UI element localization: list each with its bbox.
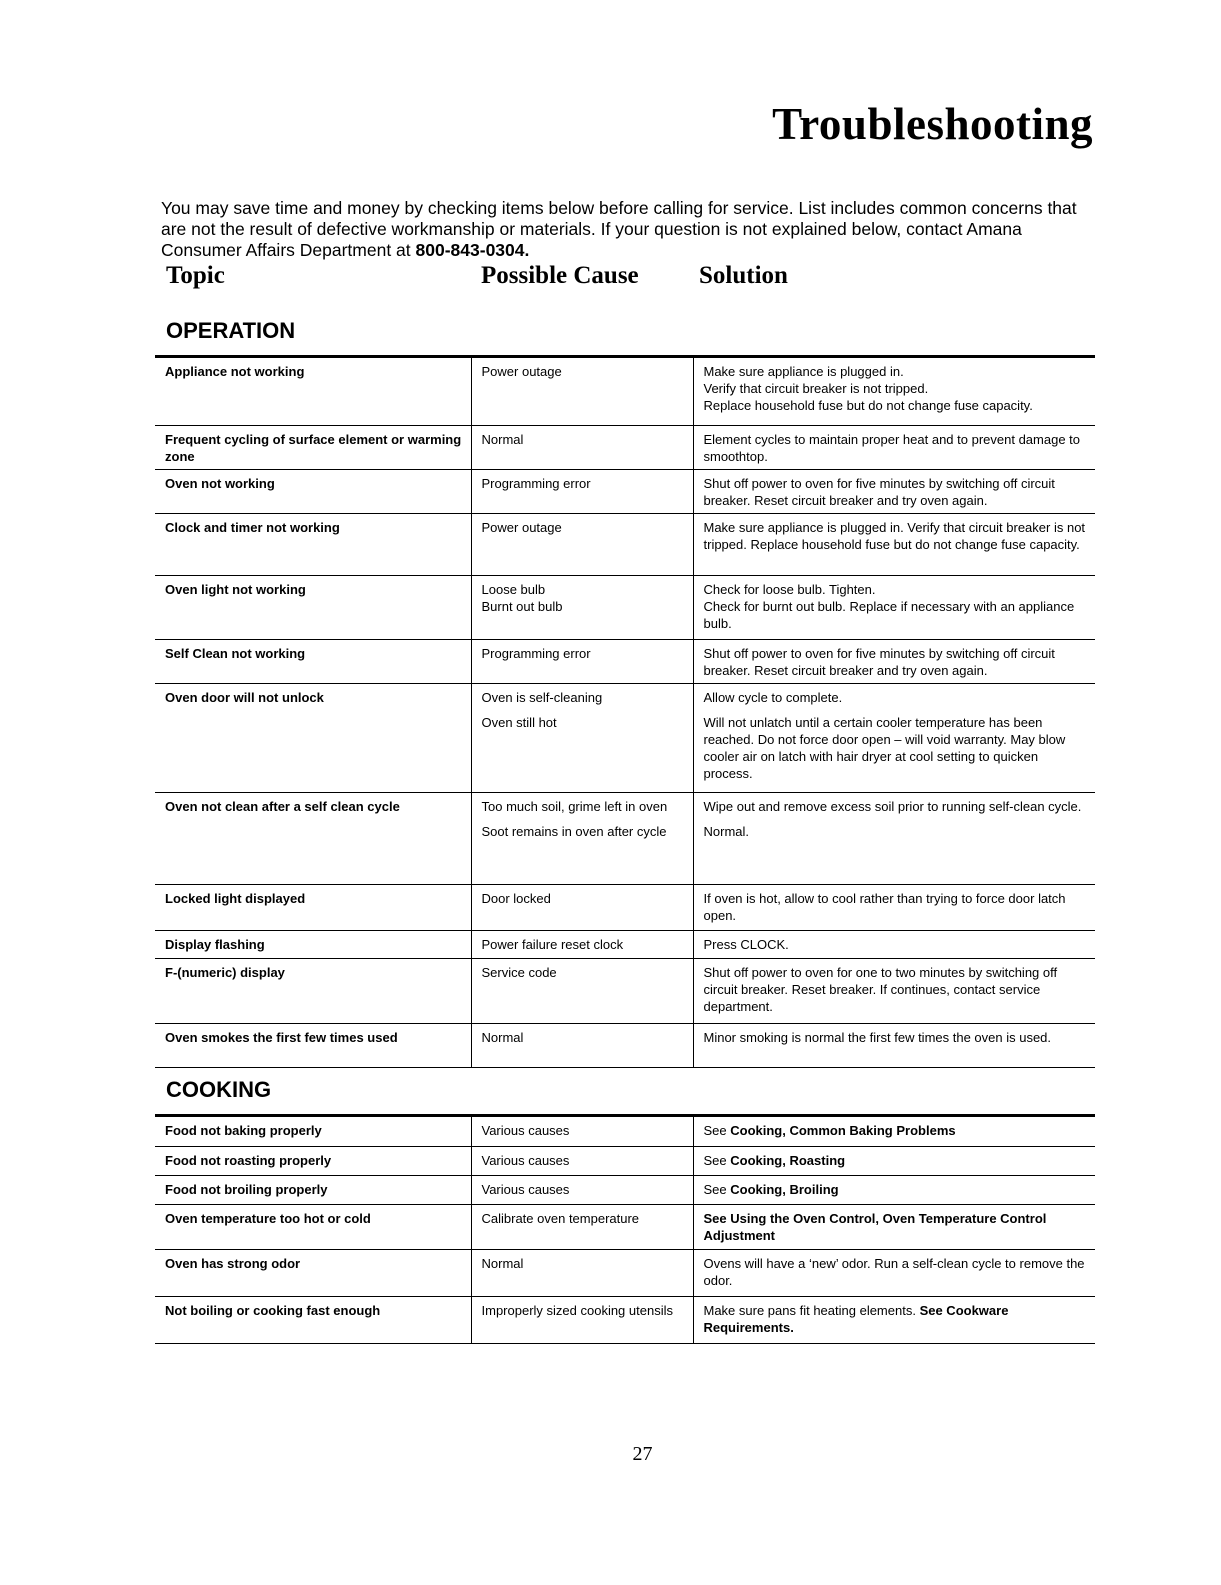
- solution-cell: [693, 793, 1095, 885]
- solution-line: Will not unlatch until a certain cooler temperature has been reached. Do not force door open – will void warranty. May blow cooler air on latch with hair dryer at cool setting to quicken process.: [703, 715, 1066, 781]
- page-number: 27: [632, 1443, 653, 1465]
- table-row: [155, 793, 1095, 885]
- table-row: [155, 1024, 1095, 1068]
- topic-cell: Oven not clean after a self clean cycle: [155, 793, 471, 885]
- cause-line: Oven still hot: [481, 715, 557, 730]
- phone-number: 800-843-0304.: [415, 240, 530, 260]
- solution-line: Check for burnt out bulb. Replace if necessary with an appliance bulb.: [703, 599, 1075, 631]
- cause-line: Soot remains in oven after cycle: [481, 824, 667, 839]
- solution-text: See: [703, 1153, 731, 1168]
- solution-cell: Press CLOCK.: [693, 931, 1095, 959]
- solution-reference: Cooking, Broiling: [730, 1182, 839, 1197]
- solution-cell: [693, 1147, 1095, 1176]
- topic-cell: Not boiling or cooking fast enough: [155, 1297, 471, 1344]
- cause-cell: Programming error: [471, 470, 693, 514]
- cause-line: Loose bulb: [481, 582, 546, 597]
- table-row: [155, 1147, 1095, 1176]
- solution-text: See: [703, 1123, 731, 1138]
- solution-cell: [693, 684, 1095, 793]
- solution-cell: Shut off power to oven for five minutes by switching off circuit breaker. Reset circuit breaker and try oven again.: [693, 640, 1095, 684]
- cause-line: Burnt out bulb: [481, 599, 563, 614]
- solution-cell: [693, 1116, 1095, 1147]
- solution-cell: Minor smoking is normal the first few times the oven is used.: [693, 1024, 1095, 1068]
- topic-cell: Frequent cycling of surface element or warming zone: [155, 426, 471, 470]
- table-row: [155, 931, 1095, 959]
- solution-line: Replace household fuse but do not change fuse capacity.: [703, 398, 1033, 413]
- solution-cell: Shut off power to oven for one to two minutes by switching off circuit breaker. Reset breaker. If continues, contact service department.: [693, 959, 1095, 1024]
- topic-cell: Self Clean not working: [155, 640, 471, 684]
- solution-cell: [693, 357, 1095, 426]
- column-header-topic: Topic: [166, 262, 225, 289]
- topic-cell: Oven temperature too hot or cold: [155, 1205, 471, 1250]
- cause-cell: Power failure reset clock: [471, 931, 693, 959]
- topic-cell: Oven light not working: [155, 576, 471, 640]
- solution-text: Make sure pans fit heating elements.: [703, 1303, 920, 1318]
- cause-cell: [471, 576, 693, 640]
- topic-cell: F-(numeric) display: [155, 959, 471, 1024]
- intro-paragraph: [161, 198, 1106, 261]
- table-row: [155, 1297, 1095, 1344]
- cause-cell: Service code: [471, 959, 693, 1024]
- solution-cell: [693, 576, 1095, 640]
- solution-cell: [693, 1176, 1095, 1205]
- cause-cell: Various causes: [471, 1147, 693, 1176]
- cause-cell: Door locked: [471, 885, 693, 931]
- topic-cell: Oven smokes the first few times used: [155, 1024, 471, 1068]
- cause-cell: Calibrate oven temperature: [471, 1205, 693, 1250]
- table-row: [155, 470, 1095, 514]
- cause-cell: Various causes: [471, 1116, 693, 1147]
- solution-line: Make sure appliance is plugged in.: [703, 364, 904, 379]
- cause-cell: Improperly sized cooking utensils: [471, 1297, 693, 1344]
- solution-reference: Cooking, Common Baking Problems: [730, 1123, 956, 1138]
- solution-cell: [693, 1297, 1095, 1344]
- table-row: [155, 959, 1095, 1024]
- table-row: [155, 1205, 1095, 1250]
- solution-reference: See Cookware Requirements.: [703, 1303, 1009, 1335]
- topic-cell: Locked light displayed: [155, 885, 471, 931]
- topic-cell: Display flashing: [155, 931, 471, 959]
- solution-cell: If oven is hot, allow to cool rather than trying to force door latch open.: [693, 885, 1095, 931]
- table-row: [155, 885, 1095, 931]
- solution-line: Check for loose bulb. Tighten.: [703, 582, 876, 597]
- topic-cell: Oven door will not unlock: [155, 684, 471, 793]
- solution-cell: Shut off power to oven for five minutes by switching off circuit breaker. Reset circuit breaker and try oven again.: [693, 470, 1095, 514]
- solution-line: Allow cycle to complete.: [703, 690, 843, 705]
- solution-line: Normal.: [703, 824, 750, 839]
- solution-line: Verify that circuit breaker is not tripped.: [703, 381, 929, 396]
- cause-cell: Various causes: [471, 1176, 693, 1205]
- table-row: [155, 640, 1095, 684]
- cause-cell: Normal: [471, 1250, 693, 1297]
- topic-cell: Clock and timer not working: [155, 514, 471, 576]
- cause-cell: Programming error: [471, 640, 693, 684]
- cause-cell: [471, 793, 693, 885]
- solution-cell: See Using the Oven Control, Oven Temperature Control Adjustment: [693, 1205, 1095, 1250]
- cause-cell: Normal: [471, 1024, 693, 1068]
- cause-cell: Power outage: [471, 357, 693, 426]
- table-row: [155, 1176, 1095, 1205]
- table-row: [155, 684, 1095, 793]
- solution-cell: Make sure appliance is plugged in. Verify that circuit breaker is not tripped. Replace household fuse but do not change fuse capacity.: [693, 514, 1095, 576]
- page-title: Troubleshooting: [772, 99, 1093, 149]
- cause-cell: Normal: [471, 426, 693, 470]
- solution-cell: Ovens will have a ‘new’ odor. Run a self-clean cycle to remove the odor.: [693, 1250, 1095, 1297]
- table-row: [155, 514, 1095, 576]
- cause-line: Too much soil, grime left in oven: [481, 799, 668, 814]
- section-title-operation: OPERATION: [166, 318, 296, 343]
- solution-reference: Cooking, Roasting: [730, 1153, 846, 1168]
- table-row: [155, 1250, 1095, 1297]
- topic-cell: Appliance not working: [155, 357, 471, 426]
- table-row: [155, 357, 1095, 426]
- solution-cell: Element cycles to maintain proper heat and to prevent damage to smoothtop.: [693, 426, 1095, 470]
- cause-cell: Power outage: [471, 514, 693, 576]
- table-row: [155, 576, 1095, 640]
- solution-line: Wipe out and remove excess soil prior to running self-clean cycle.: [703, 799, 1082, 814]
- table-row: [155, 426, 1095, 470]
- intro-text: You may save time and money by checking items below before calling for service. List includes common concerns that are not the result of defective workmanship or materials. If your question is not explained below, contact Amana Consumer Affairs Department at: [161, 198, 1077, 260]
- topic-cell: Food not roasting properly: [155, 1147, 471, 1176]
- cooking-table: [155, 1114, 1095, 1344]
- column-header-solution: Solution: [699, 262, 788, 289]
- topic-cell: Oven not working: [155, 470, 471, 514]
- table-row: [155, 1116, 1095, 1147]
- topic-cell: Oven has strong odor: [155, 1250, 471, 1297]
- cause-line: Oven is self-cleaning: [481, 690, 603, 705]
- section-title-cooking: COOKING: [166, 1077, 272, 1102]
- column-header-cause: Possible Cause: [481, 262, 639, 289]
- cause-cell: [471, 684, 693, 793]
- solution-text: See: [703, 1182, 731, 1197]
- topic-cell: Food not broiling properly: [155, 1176, 471, 1205]
- operation-table: [155, 355, 1095, 1068]
- topic-cell: Food not baking properly: [155, 1116, 471, 1147]
